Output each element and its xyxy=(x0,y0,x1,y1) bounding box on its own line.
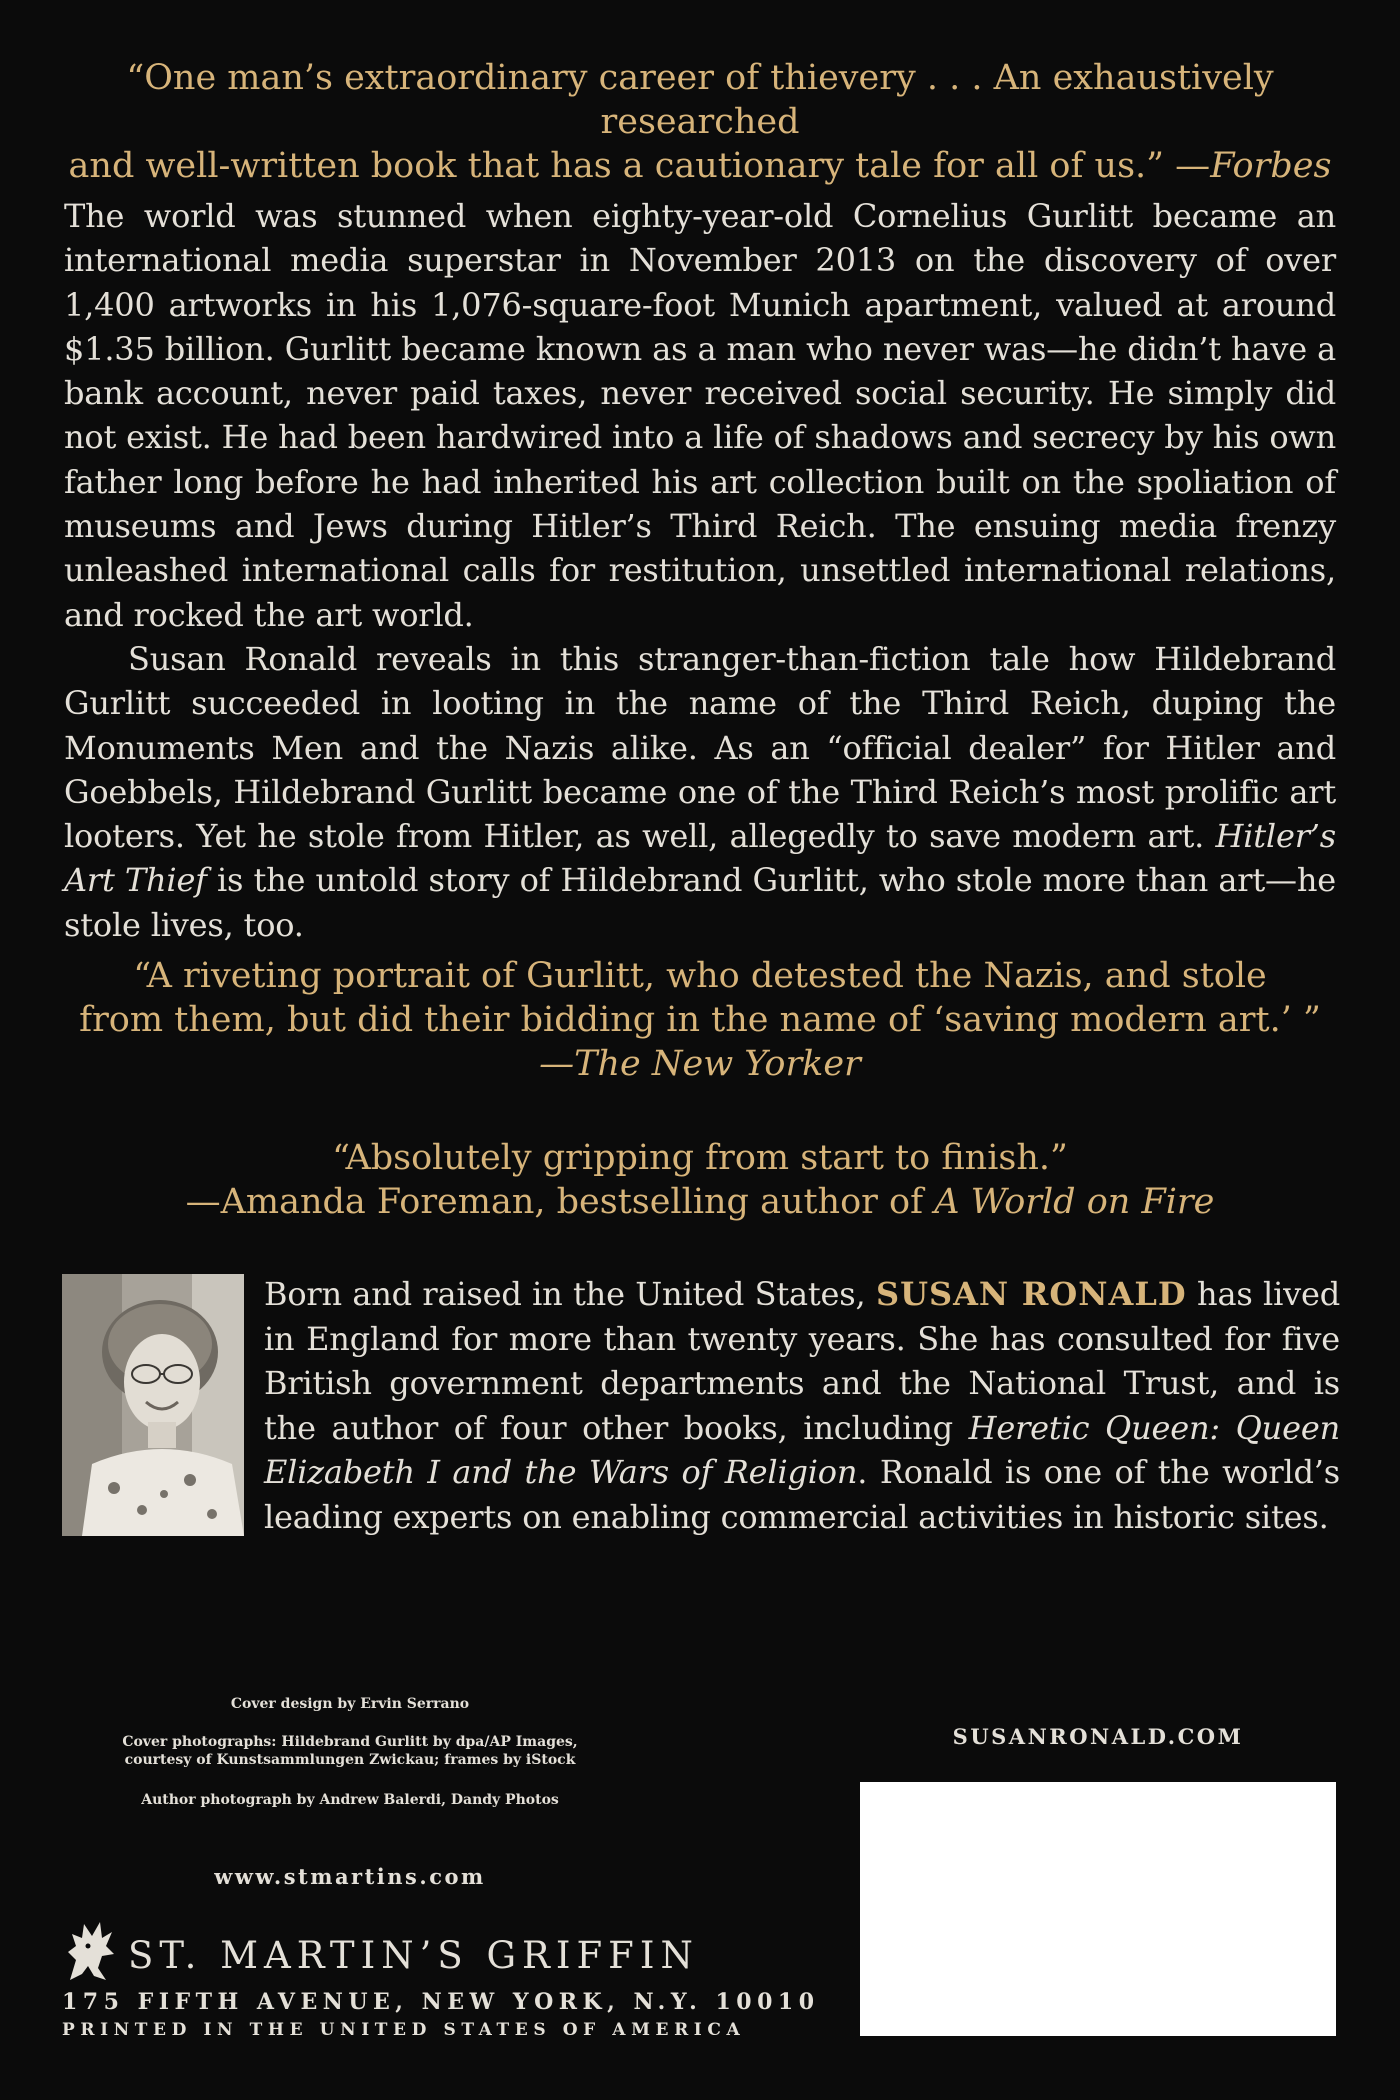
forbes-quote xyxy=(60,56,1340,188)
author-website: SUSANRONALD.COM xyxy=(952,1724,1244,1749)
griffin-icon xyxy=(62,1916,118,1982)
author-photo xyxy=(62,1274,244,1536)
forbes-source: Forbes xyxy=(1210,146,1332,186)
author-bio: Born and raised in the United States, SUSAN RONALD has lived in England for more than twenty years. She has consulted for five British government departments and the National Trust, and is the author of four other books, including Heretic Queen: Queen Elizabeth I and the Wars of Religion. Ronald is one of the world’s leading experts on enabling commercial activities in historic sites. xyxy=(264,1275,1340,1536)
publisher-website: www.stmartins.com xyxy=(214,1864,486,1889)
new-yorker-quote xyxy=(60,954,1340,1086)
author-portrait-image xyxy=(62,1274,244,1536)
printed-in-line: PRINTED IN THE UNITED STATES OF AMERICA xyxy=(62,2020,746,2040)
forbes-quote-line2: and well-written book that has a cautionary tale for all of us.” — xyxy=(68,146,1211,186)
new-yorker-quote-line2: from them, but did their bidding in the name of ‘saving modern art.’ ” xyxy=(79,1000,1321,1040)
publisher-address: 175 FIFTH AVENUE, NEW YORK, N.Y. 10010 xyxy=(62,1989,820,2015)
description-paragraph-1: The world was stunned when eighty-year-old Cornelius Gurlitt became an international media superstar in November 2013 on the discovery of over 1,400 artworks in his 1,076-square-foot Munich apartment, valued at around $1.35 billion. Gurlitt became known as a man who never was—he didn’t have a bank account, never paid taxes, never received social security. He simply did not exist. He had been hardwired into a life of shadows and secrecy by his own father long before he had inherited his art collection built on the spoliation of museums and Jews during Hitler’s Third Reich. The ensuing media frenzy unleashed international calls for restitution, unsettled international relations, and rocked the art world. xyxy=(64,197,1336,634)
barcode-box xyxy=(860,1782,1336,2036)
foreman-attribution: —Amanda Foreman, bestselling author of xyxy=(185,1182,935,1222)
author-name: SUSAN RONALD xyxy=(875,1275,1187,1313)
description-paragraph-2: Susan Ronald reveals in this stranger-than-fiction tale how Hildebrand Gurlitt succeeded in looting in the name of the Third Reich, duping the Monuments Men and the Nazis alike. As an “official dealer” for Hitler and Goebbels, Hildebrand Gurlitt became one of the Third Reich’s most prolific art looters. Yet he stole from Hitler, as well, allegedly to save modern art. Hitler’s Art Thief is the untold story of Hildebrand Gurlitt, who stole more than art—he stole lives, too. xyxy=(64,639,1336,944)
foreman-quote-line1: “Absolutely gripping from start to finish.” xyxy=(332,1138,1068,1178)
book-description xyxy=(64,194,1336,947)
publisher-name: ST. MARTIN’S GRIFFIN xyxy=(128,1934,699,1977)
cover-design-credit: Cover design by Ervin Serrano xyxy=(230,1696,470,1712)
author-photo-credit: Author photograph by Andrew Balerdi, Dandy Photos xyxy=(141,1792,559,1808)
other-book-title: Heretic Queen: Queen Elizabeth I and the Wars of Religion xyxy=(264,1408,1340,1491)
new-yorker-source: —The New Yorker xyxy=(539,1044,861,1084)
forbes-quote-line1: “One man’s extraordinary career of thievery . . . An exhaustively researched xyxy=(126,58,1274,142)
foreman-quote xyxy=(60,1136,1340,1224)
book-title: Hitler’s Art Thief xyxy=(64,817,1336,900)
new-yorker-quote-line1: “A riveting portrait of Gurlitt, who detested the Nazis, and stole xyxy=(133,956,1267,996)
cover-photo-credit: Cover photographs: Hildebrand Gurlitt by dpa/AP Images, courtesy of Kunstsammlungen Zwickau; frames by iStock xyxy=(122,1734,578,1768)
foreman-book-title: A World on Fire xyxy=(934,1182,1215,1222)
